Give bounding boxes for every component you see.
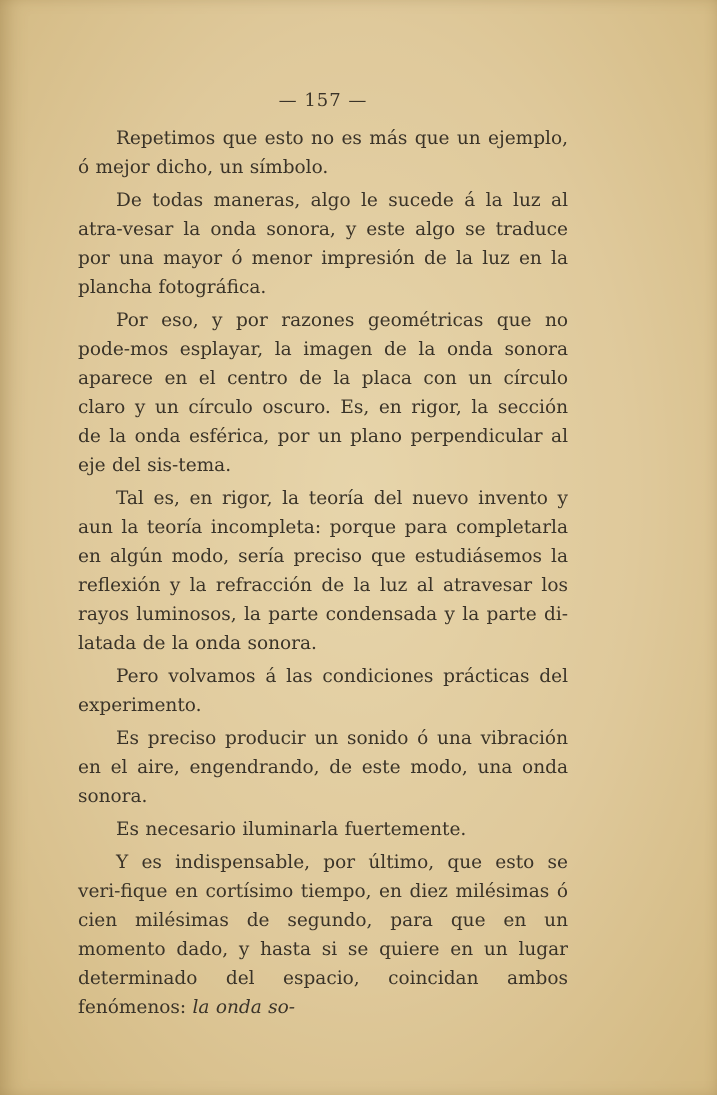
paragraph-8-italic-tail: la onda so- [192, 997, 296, 1018]
paragraph-1: Repetimos que esto no es más que un ejemplo, ó mejor dicho, un símbolo. [78, 128, 568, 178]
text-block [78, 86, 568, 1022]
paragraph-4: Tal es, en rigor, la teoría del nuevo invento y aun la teoría incompleta: porque para completarla en algún modo, sería preciso que estudiásemos la reflexión y la refracción de la luz al atravesar los rayos luminosos, la parte condensada y la parte di-latada de la onda sonora. [78, 488, 568, 654]
paragraph-8-text: Y es indispensable, por último, que esto se veri-fique en cortísimo tiempo, en diez milésimas ó cien milésimas de segundo, para que en un momento dado, y hasta si se quiere en un lugar determinado del espacio, coincidan ambos fenómenos: [78, 852, 568, 1018]
paragraph-5: Pero volvamos á las condiciones prácticas del experimento. [78, 666, 568, 716]
paragraph-2: De todas maneras, algo le sucede á la luz al atra-vesar la onda sonora, y este algo se traduce por una mayor ó menor impresión de la luz en la plancha fotográfica. [78, 190, 568, 298]
paragraph-3: Por eso, y por razones geométricas que no pode-mos esplayar, la imagen de la onda sonora aparece en el centro de la placa con un círculo claro y un círculo oscuro. Es, en rigor, la sección de la onda esférica, por un plano perpendicular al eje del sis-tema. [78, 310, 568, 476]
paragraph-8 [78, 848, 568, 1022]
paragraph-6: Es preciso producir un sonido ó una vibración en el aire, engendrando, de este modo, una onda sonora. [78, 728, 568, 807]
page-number: — 157 — [278, 90, 368, 111]
paragraph-7: Es necesario iluminarla fuertemente. [116, 819, 467, 840]
